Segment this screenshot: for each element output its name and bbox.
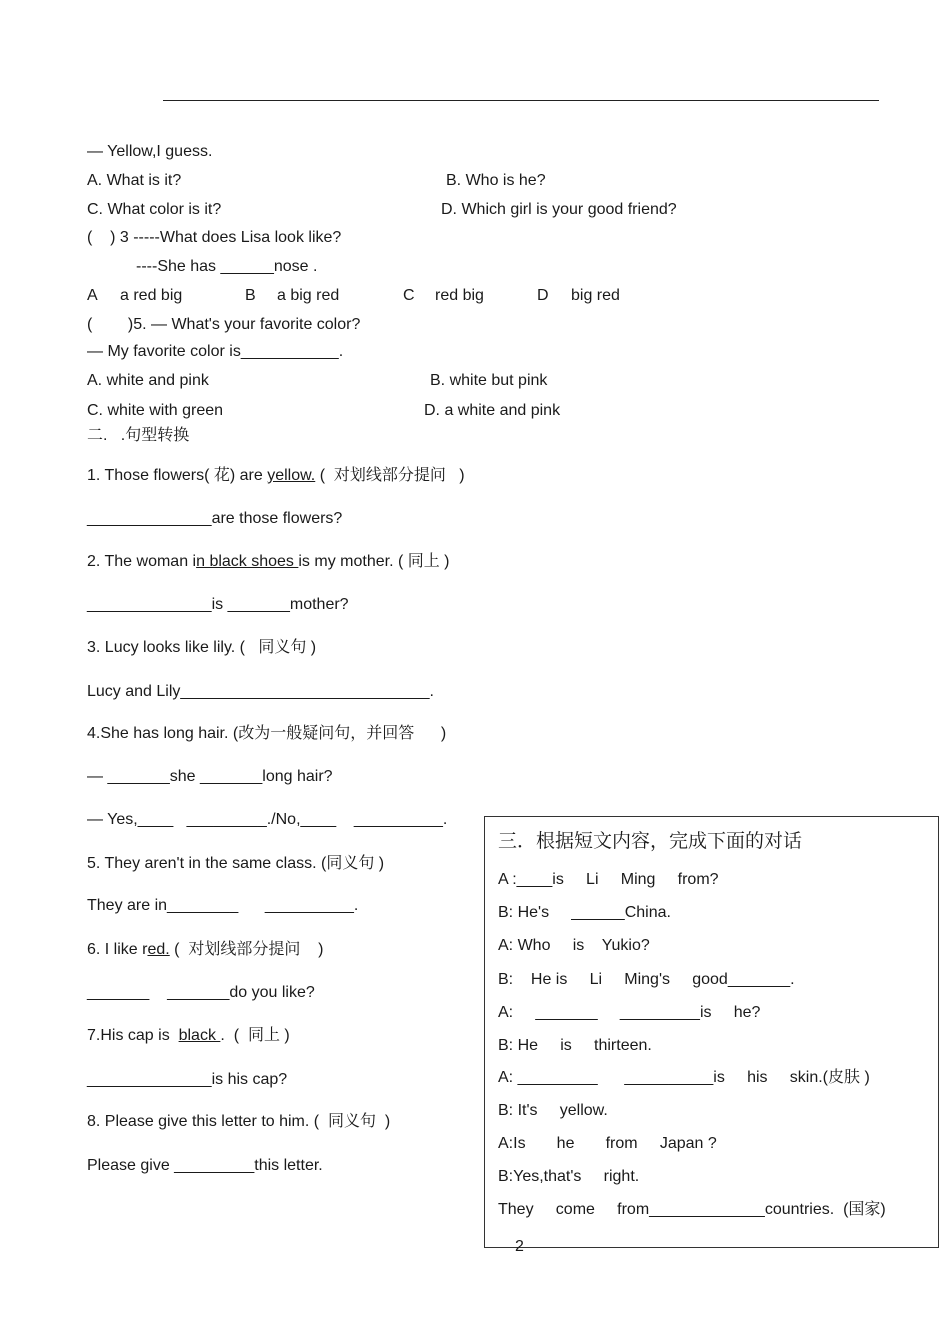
section3-heading: 三．根据短文内容，完成下面的对话 (498, 831, 803, 852)
header-rule (163, 100, 879, 101)
q5-option-c: C. white with green (87, 402, 224, 419)
q5-option-d: D. a white and pink (424, 402, 561, 419)
q3-option-b-letter: B (245, 287, 256, 304)
dialog-line: A: _______ _________is he? (498, 1004, 761, 1021)
s2-item7-question: 7.His cap is black . ( 同上 ) (87, 1027, 290, 1044)
q3-option-d-letter: D (537, 287, 549, 304)
q3-option-d: big red (571, 287, 620, 304)
section3-box (484, 816, 939, 1248)
s2-item1-question: 1. Those flowers( 花) are yellow. ( 对划线部分提问 ) (87, 467, 465, 484)
q2-option-c: C. What color is it? (87, 201, 222, 218)
q2-option-b: B. Who is he? (446, 172, 546, 189)
dialog-line: A :____is Li Ming from? (498, 871, 719, 888)
dialog-line: A:Is he from Japan ? (498, 1135, 717, 1152)
q3-option-b: a big red (277, 287, 340, 304)
s2-item6-question: 6. I like red. ( 对划线部分提问 ) (87, 941, 324, 958)
q2-option-a: A. What is it? (87, 172, 182, 189)
q3-option-a: a red big (120, 287, 183, 304)
page-number: 2 (515, 1238, 524, 1255)
s2-item4-answer: — _______she _______long hair? (87, 768, 333, 785)
q5-option-b: B. white but pink (430, 372, 548, 389)
q3-option-c-letter: C (403, 287, 415, 304)
dialog-line: B:Yes,that's right. (498, 1168, 640, 1185)
s2-item6-answer: _______ _______do you like? (87, 984, 315, 1001)
dialog-line: A: _________ __________is his skin.(皮肤 ) (498, 1069, 870, 1086)
dialog-line: B: He is thirteen. (498, 1037, 652, 1054)
s2-item8-question: 8. Please give this letter to him. ( 同义句 ) (87, 1113, 391, 1130)
q3-stem: ( ) 3 -----What does Lisa look like? (87, 229, 342, 246)
q5-line2: — My favorite color is___________. (87, 343, 344, 360)
s2-item4-question: 4.She has long hair. (改为一般疑问句，并回答 ) (87, 725, 447, 742)
underlined-part: n black shoes (196, 553, 299, 570)
dialog-line: They come from_____________countries. (国家) (498, 1201, 886, 1218)
dialog-line: B: It's yellow. (498, 1102, 608, 1119)
s2-item5-answer: They are in________ __________. (87, 897, 359, 914)
q3-option-a-letter: A (87, 287, 98, 304)
s2-item2-answer: ______________is _______mother? (87, 596, 349, 613)
dialog-line: B: He's ______China. (498, 904, 671, 921)
dialog-line: B: He is Li Ming's good_______. (498, 971, 795, 988)
q5-stem: ( )5. — What's your favorite color? (87, 316, 361, 333)
underlined-part: black (178, 1027, 221, 1044)
q3-option-c: red big (435, 287, 484, 304)
s2-item3-answer: Lucy and Lily____________________________. (87, 683, 434, 700)
s2-item2-question: 2. The woman in black shoes is my mother. ( 同上 ) (87, 553, 450, 570)
section2-heading: 二. .句型转换 (87, 427, 190, 444)
dialog-line: A: Who is Yukio? (498, 937, 650, 954)
s2-item4-answer2: — Yes,____ _________./No,____ __________. (87, 811, 448, 828)
underlined-part: ed. (147, 941, 170, 958)
q5-option-a: A. white and pink (87, 372, 209, 389)
q3-line2: ----She has ______nose . (136, 258, 318, 275)
q2-option-d: D. Which girl is your good friend? (441, 201, 677, 218)
s2-item7-answer: ______________is his cap? (87, 1071, 288, 1088)
s2-item8-answer: Please give _________this letter. (87, 1157, 323, 1174)
s2-item1-answer: ______________are those flowers? (87, 510, 343, 527)
s2-item5-question: 5. They aren't in the same class. (同义句 ) (87, 855, 385, 872)
s2-item3-question: 3. Lucy looks like lily. ( 同义句 ) (87, 639, 317, 656)
q2-answer: — Yellow,I guess. (87, 143, 213, 160)
underlined-part: yellow. (267, 467, 316, 484)
